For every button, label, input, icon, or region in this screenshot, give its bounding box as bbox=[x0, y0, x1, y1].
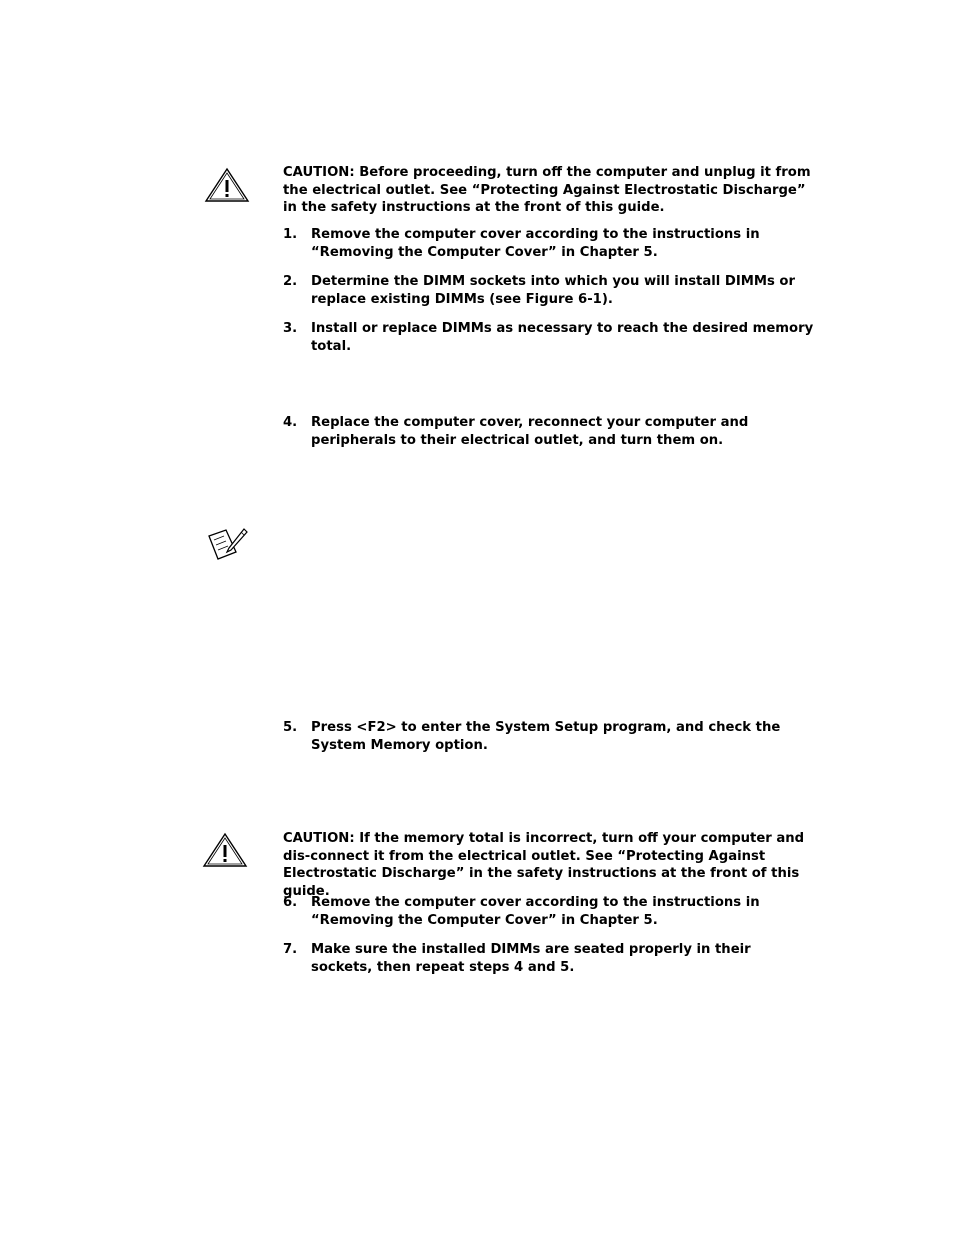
step-text: Press <F2> to enter the System Setup program, and check the System Memory option. bbox=[311, 720, 781, 753]
step-text: Determine the DIMM sockets into which you will install DIMMs or replace existing DIMMs (see Figure 6-1). bbox=[311, 274, 795, 307]
list-item bbox=[283, 719, 815, 754]
list-item bbox=[283, 894, 815, 929]
step-text: Install or replace DIMMs as necessary to reach the desired memory total. bbox=[311, 321, 814, 354]
caution-text-1: CAUTION: Before proceeding, turn off the computer and unplug it from the electrical outlet. See “Protecting Against Electrostatic Discharge” in the safety instructions at the front of this guide. bbox=[283, 165, 811, 215]
list-item bbox=[283, 273, 815, 308]
step-number: 1. bbox=[283, 227, 298, 242]
step-number: 2. bbox=[283, 274, 298, 289]
step-number: 6. bbox=[283, 895, 298, 910]
warning-triangle-icon bbox=[204, 167, 250, 203]
list-item bbox=[283, 320, 815, 355]
step-number: 5. bbox=[283, 720, 298, 735]
note-pencil-icon bbox=[206, 526, 248, 562]
list-item bbox=[283, 226, 815, 261]
caution-text-2: CAUTION: If the memory total is incorrect, turn off your computer and dis-connect it from the electrical outlet. See “Protecting Against Electrostatic Discharge” in the safety instructions at the front of this guide. bbox=[283, 831, 805, 899]
step-text: Replace the computer cover, reconnect your computer and peripherals to their electrical outlet, and turn them on. bbox=[311, 415, 749, 448]
step-text: Make sure the installed DIMMs are seated properly in their sockets, then repeat steps 4 and 5. bbox=[311, 942, 751, 975]
step-text: Remove the computer cover according to the instructions in “Removing the Computer Cover” in Chapter 5. bbox=[311, 895, 760, 928]
warning-triangle-icon bbox=[202, 832, 248, 868]
list-item bbox=[283, 941, 815, 976]
step-text: Remove the computer cover according to the instructions in “Removing the Computer Cover” in Chapter 5. bbox=[311, 227, 760, 260]
step-number: 3. bbox=[283, 321, 298, 336]
step-number: 4. bbox=[283, 415, 298, 430]
list-item bbox=[283, 414, 815, 449]
step-number: 7. bbox=[283, 942, 298, 957]
